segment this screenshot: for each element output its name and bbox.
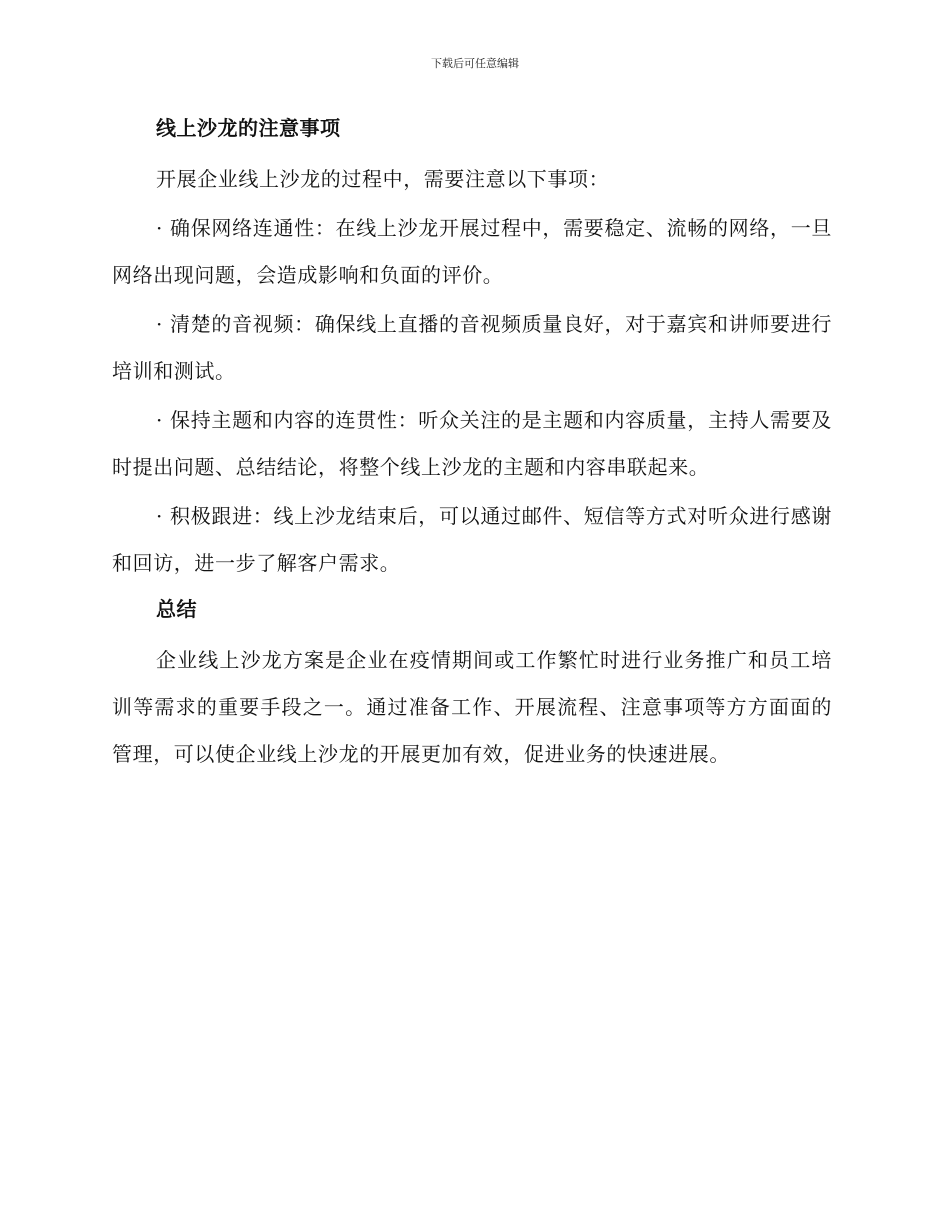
header-note: 下载后可任意编辑 — [431, 57, 519, 70]
paragraph-network: · 确保网络连通性：在线上沙龙开展过程中，需要稳定、流畅的网络，一旦网络出现问题，会造成影响和负面的评价。 — [112, 216, 832, 287]
section-summary — [112, 589, 832, 778]
paragraph-intro: 开展企业线上沙龙的过程中，需要注意以下事项： — [156, 167, 610, 191]
section-precautions — [112, 108, 832, 587]
section-heading: 总结 — [156, 597, 197, 621]
paragraph-follow-up: · 积极跟进：线上沙龙结束后，可以通过邮件、短信等方式对听众进行感谢和回访，进一步了解客户需求。 — [112, 504, 832, 575]
paragraph-audio-video: · 清楚的音视频：确保线上直播的音视频质量良好，对于嘉宾和讲师要进行培训和测试。 — [112, 312, 832, 383]
paragraph-summary: 企业线上沙龙方案是企业在疫情期间或工作繁忙时进行业务推广和员工培训等需求的重要手段之一。通过准备工作、开展流程、注意事项等方方面面的管理，可以使企业线上沙龙的开展更加有效，促进业务的快速进展。 — [112, 648, 832, 766]
section-heading: 线上沙龙的注意事项 — [156, 116, 341, 140]
document-body — [112, 108, 832, 780]
paragraph-topic-coherence: · 保持主题和内容的连贯性：听众关注的是主题和内容质量，主持人需要及时提出问题、总结结论，将整个线上沙龙的主题和内容串联起来。 — [112, 408, 832, 479]
